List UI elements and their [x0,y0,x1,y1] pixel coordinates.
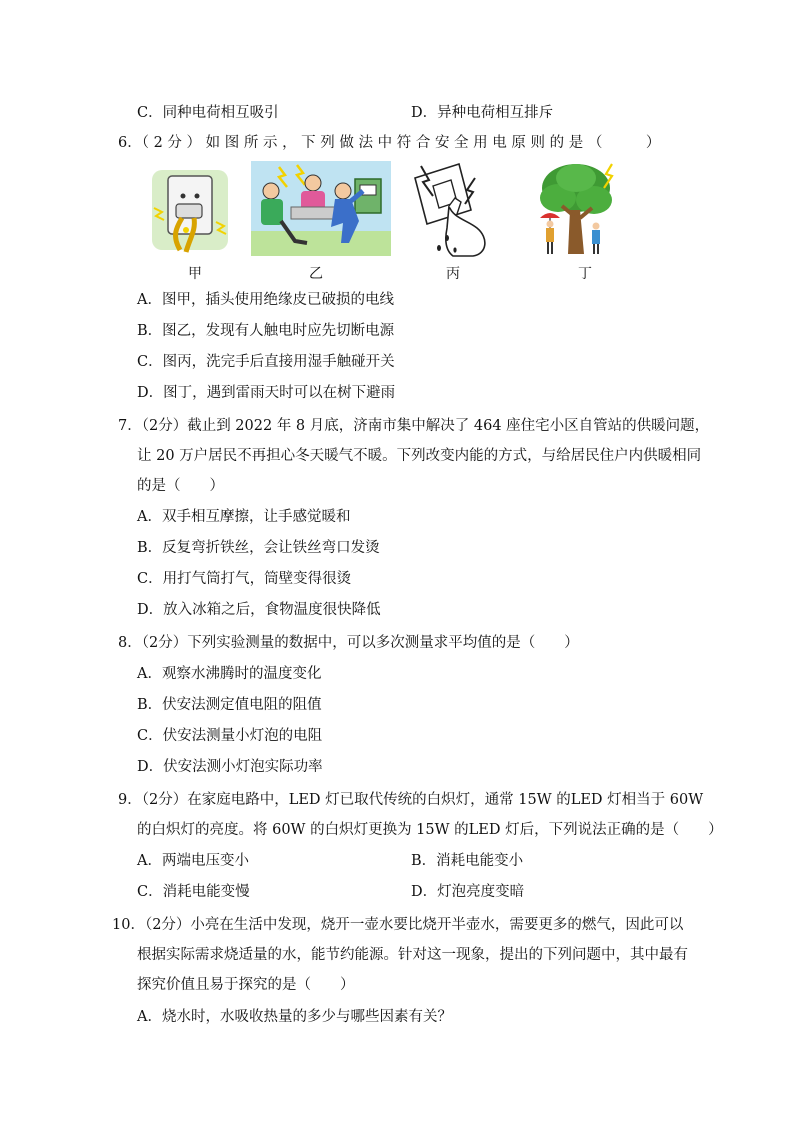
q8-option-c: C．伏安法测量小灯泡的电阻 [137,728,323,744]
figure-label-ding: 丁 [578,266,592,282]
figure-jia-damaged-plug [146,164,234,256]
q8-stem: 8．（2分）下列实验测量的数据中，可以多次测量求平均值的是（ ） [118,635,579,651]
figure-label-bing: 丙 [446,266,460,282]
q6-stem: 6．（ 2 分 ） 如 图 所 示 ， 下 列 做 法 中 符 合 安 全 用 电 原 则 的 是 （ ） [118,135,661,151]
q9-option-b: B．消耗电能变小 [411,853,524,869]
q9-stem-line-2: 的白炽灯的亮度。将 60W 的白炽灯更换为 15W 的LED 灯后，下列说法正确的是（ ） [137,822,723,838]
figure-bing-wet-hand-switch [409,158,493,258]
figure-label-jia: 甲 [188,266,202,282]
q7-option-a: A．双手相互摩擦，让手感觉暖和 [137,509,351,525]
q10-stem-line-3: 探究价值且易于探究的是（ ） [137,977,355,993]
q8-option-b: B．伏安法测定值电阻的阻值 [137,697,322,713]
q8-option-a: A．观察水沸腾时的温度变化 [137,666,322,682]
q5-option-d: D．异种电荷相互排斥 [411,105,554,121]
figure-label-yi: 乙 [309,266,323,282]
q7-option-d: D．放入冰箱之后，食物温度很快降低 [137,602,381,618]
q8-option-d: D．伏安法测小灯泡实际功率 [137,759,323,775]
q7-stem-line-3: 的是（ ） [137,478,224,494]
q10-option-a: A．烧水时，水吸收热量的多少与哪些因素有关？ [137,1009,452,1025]
q9-stem-line-1: 9．（2分）在家庭电路中，LED 灯已取代传统的白炽灯，通常 15W 的LED 灯相当于 60W [118,792,704,808]
q7-stem-line-1: 7．（2分）截止到 2022 年 8 月底，济南市集中解决了 464 座住宅小区自管站的供暖问题， [118,418,710,434]
q9-option-a: A．两端电压变小 [137,853,249,869]
q10-stem-line-2: 根据实际需求烧适量的水，能节约能源。针对这一现象，提出的下列问题中，其中最有 [137,947,688,963]
figure-yi-electric-shock-rescue [251,161,391,256]
q9-option-c: C．消耗电能变慢 [137,884,250,900]
figure-ding-tree-thunderstorm [530,160,624,258]
q7-option-c: C．用打气筒打气，筒壁变得很烫 [137,571,352,587]
q9-option-d: D．灯泡亮度变暗 [411,884,525,900]
q6-option-b: B．图乙，发现有人触电时应先切断电源 [137,323,395,339]
q5-option-c: C．同种电荷相互吸引 [137,105,279,121]
q6-option-d: D．图丁，遇到雷雨天时可以在树下避雨 [137,385,396,401]
q7-stem-line-2: 让 20 万户居民不再担心冬天暖气不暖。下列改变内能的方式，与给居民住户内供暖相同 [137,448,702,464]
q7-option-b: B．反复弯折铁丝，会让铁丝弯口发烫 [137,540,380,556]
q10-stem-line-1: 10．（2分）小亮在生活中发现，烧开一壶水要比烧开半壶水，需要更多的燃气，因此可以 [112,917,684,933]
q6-option-c: C．图丙，洗完手后直接用湿手触碰开关 [137,354,395,370]
q6-option-a: A．图甲，插头使用绝缘皮已破损的电线 [137,292,394,308]
